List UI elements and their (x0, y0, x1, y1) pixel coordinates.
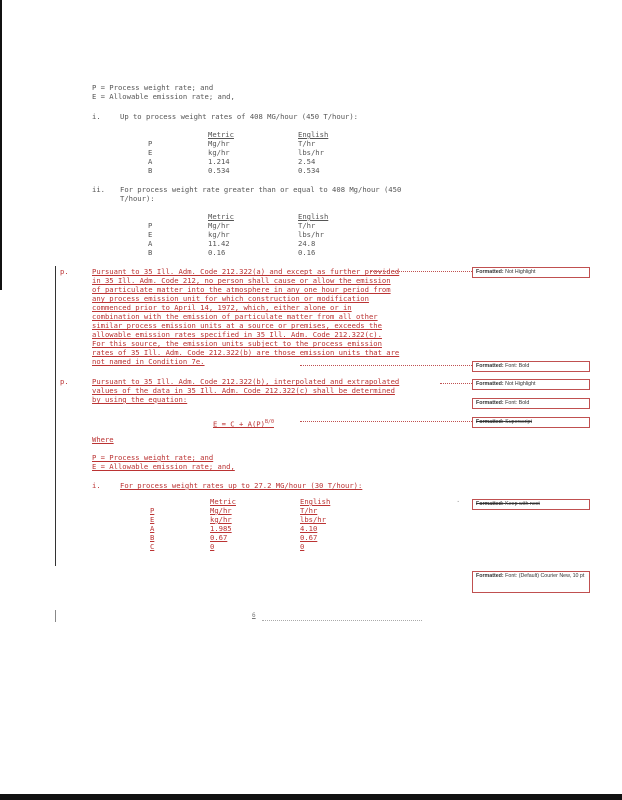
para-p-line: similar process emission units at a source or premises, exceeds the (92, 321, 382, 330)
table-cell: 1.214 (208, 157, 230, 166)
para-q-letter: p. (60, 377, 69, 386)
table-1 (148, 131, 348, 176)
table-cell: A (148, 157, 153, 166)
balloon-value: Font: Bold (505, 400, 530, 406)
equation (213, 418, 274, 429)
table-3 (150, 498, 350, 554)
para-p-letter: p. (60, 267, 69, 276)
def2-p: P = Process weight rate; and (92, 453, 214, 462)
table-cell: T/hr (298, 221, 316, 230)
balloon-value: Font: (Default) Courier New, 10 pt (505, 573, 585, 579)
para-q-line: Pursuant to 35 Ill. Adm. Code 212.322(b), interpolated and extrapolated (92, 377, 400, 386)
table-cell: B (148, 166, 153, 175)
table-cell: 24.8 (298, 239, 316, 248)
table-cell: A (148, 239, 153, 248)
table-2 (148, 213, 348, 258)
table-cell: kg/hr (208, 230, 230, 239)
para-p-line: any process emission unit for which construction or modification (92, 294, 369, 303)
balloon-value: Superscript (505, 419, 532, 425)
table-cell: T/hr (298, 139, 316, 148)
table-header-metric: Metric (208, 130, 234, 139)
table-cell: T/hr (300, 506, 318, 515)
balloon-label: Formatted: (476, 363, 504, 369)
comment-leader (300, 365, 472, 366)
balloon-label: Formatted: (476, 269, 504, 275)
table-cell: Mg/hr (208, 139, 230, 148)
change-bar (55, 266, 56, 566)
item-i-text: Up to process weight rates of 408 MG/hour (450 T/hour): (120, 112, 358, 121)
table-header-english: English (298, 212, 329, 221)
comment-balloon[interactable] (472, 499, 590, 510)
comment-balloon[interactable] (472, 398, 590, 409)
balloon-label: Formatted: (476, 400, 504, 406)
comment-balloon[interactable] (472, 361, 590, 372)
table-cell: Mg/hr (210, 506, 232, 515)
table-cell: lbs/hr (298, 148, 324, 157)
equation-superscript: B/0 (264, 419, 274, 425)
table-cell: Mg/hr (208, 221, 230, 230)
def-p: P = Process weight rate; and (92, 83, 214, 92)
para-q-line: by using the equation: (92, 395, 188, 404)
table-cell: P (150, 506, 155, 515)
item-ii-num: ii. (92, 185, 105, 194)
para-p-line: not named in Condition 7e. (92, 357, 205, 366)
table-cell: B (148, 248, 153, 257)
table-cell: kg/hr (208, 148, 230, 157)
table-cell: lbs/hr (298, 230, 324, 239)
table-cell: 0.534 (208, 166, 230, 175)
balloon-value: Keep with next (505, 501, 540, 507)
item-i2-text: For process weight rates up to 27.2 MG/hour (30 T/hour): (120, 481, 363, 490)
comment-leader (370, 271, 472, 272)
para-p-line: allowable emission rates specified in 35 Ill. Adm. Code 212.322(c). (92, 330, 382, 339)
def-e: E = Allowable emission rate; and, (92, 92, 235, 101)
comment-leader (300, 421, 472, 422)
table-cell: C (150, 542, 155, 551)
comment-leader (440, 383, 472, 384)
para-p-line: combination with the emission of particulate matter from all other (92, 312, 378, 321)
table-cell: lbs/hr (300, 515, 326, 524)
balloon-value: Font: Bold (505, 363, 530, 369)
table-cell: E (150, 515, 155, 524)
balloon-value: Not Highlight (505, 269, 536, 275)
table-cell: 0 (300, 542, 305, 551)
table-header-metric: Metric (210, 497, 236, 506)
page-edge (0, 0, 2, 290)
table-header-english: English (300, 497, 331, 506)
table-cell: E (148, 148, 153, 157)
equation-main: E = C + A(P) (213, 419, 265, 429)
table-cell: B (150, 533, 155, 542)
balloon-label: Formatted: (476, 419, 504, 425)
table-cell: 0.67 (210, 533, 228, 542)
footer-change-bar (55, 610, 56, 622)
table-cell: 11.42 (208, 239, 230, 248)
table-cell: 2.54 (298, 157, 316, 166)
table-cell: 4.10 (300, 524, 318, 533)
table-cell: 0.67 (300, 533, 318, 542)
para-q-line: values of the data in 35 Ill. Adm. Code 212.322(c) shall be determined (92, 386, 395, 395)
item-ii-line1: For process weight rate greater than or equal to 408 Mg/hour (450 (120, 185, 402, 194)
page-number: 6 (252, 612, 256, 619)
table-header-metric: Metric (208, 212, 234, 221)
para-p-line: For this source, the emission units subject to the process emission (92, 339, 382, 348)
table-cell: A (150, 524, 155, 533)
item-ii-line2: T/hour): (120, 194, 155, 203)
bullet-marker: · (456, 497, 461, 506)
balloon-label: Formatted: (476, 501, 504, 507)
table-cell: P (148, 139, 153, 148)
para-p-line: rates of 35 Ill. Adm. Code 212.322(b) are those emission units that are (92, 348, 400, 357)
para-p-line: in 35 Ill. Adm. Code 212, no person shall cause or allow the emission (92, 276, 391, 285)
table-cell: 0.534 (298, 166, 320, 175)
para-p-line: of particulate matter into the atmosphere in any one hour period from (92, 285, 391, 294)
comment-balloon[interactable] (472, 267, 590, 278)
balloon-label: Formatted: (476, 381, 504, 387)
item-i2-num: i. (92, 481, 101, 490)
item-i-num: i. (92, 112, 101, 121)
table-cell: 0.16 (298, 248, 316, 257)
comment-balloon[interactable] (472, 571, 590, 593)
where-label: Where (92, 435, 114, 444)
table-cell: P (148, 221, 153, 230)
def2-e: E = Allowable emission rate; and, (92, 462, 235, 471)
comment-balloon[interactable] (472, 379, 590, 390)
table-cell: 1.985 (210, 524, 232, 533)
table-cell: 0.16 (208, 248, 226, 257)
table-header-english: English (298, 130, 329, 139)
bottom-bar (0, 794, 622, 800)
comment-balloon[interactable] (472, 417, 590, 428)
table-cell: kg/hr (210, 515, 232, 524)
balloon-value: Not Highlight (505, 381, 536, 387)
table-cell: E (148, 230, 153, 239)
balloon-label: Formatted: (476, 573, 504, 579)
table-cell: 0 (210, 542, 215, 551)
para-p-line: commenced prior to April 14, 1972, which, either alone or in (92, 303, 352, 312)
footer-leader (262, 620, 422, 621)
para-p-line: Pursuant to 35 Ill. Adm. Code 212.322(a) and except as further provided (92, 267, 400, 276)
